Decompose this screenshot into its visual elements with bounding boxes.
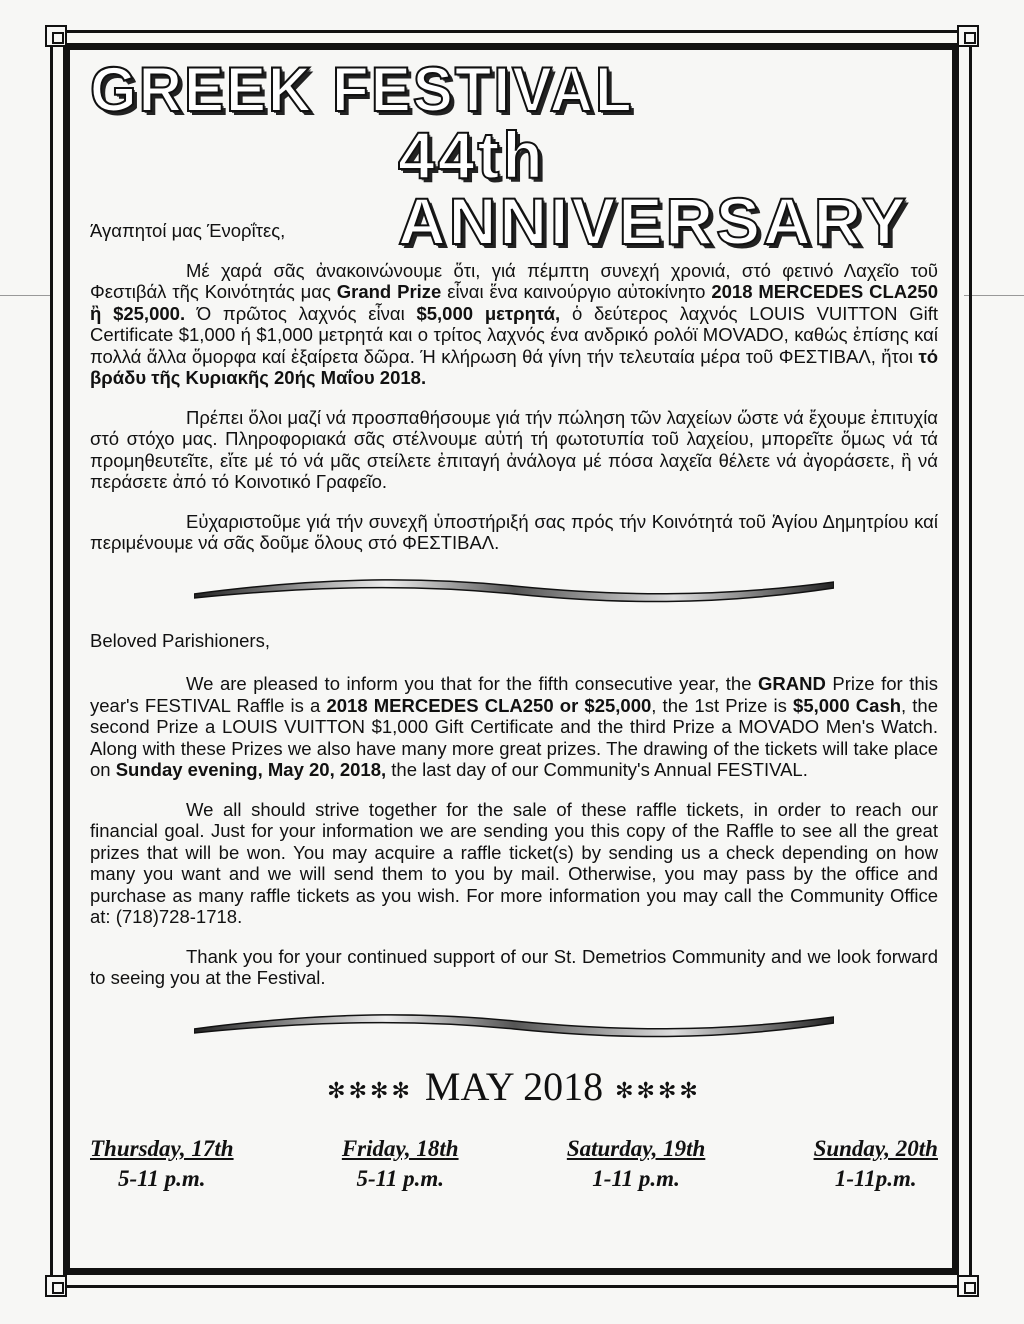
day-hours: 1-11p.m.	[834, 1166, 917, 1192]
ribbon-divider-1	[194, 572, 834, 608]
greek-paragraph-1: Μέ χαρά σᾶς ἀνακοινώνουμε ὅτι, γιά πέμπτη συνεχή χρονιά, στό φετινό Λαχεῖο τοῦ Φεστιβάλ τῆς Κοινότητάς μας Grand Prize εἶναι ἕνα καινούργιο αὐτοκίνητο 2018 MERCEDES CLA250 ἢ $25,000. Ό πρῶτος λαχνός εἶναι $5,000 μετρητά, ὁ δεύτερος λαχνός LOUIS VUITTON Gift Certificate $1,000 ή $1,000 μετρητά και ο τρίτος λαχνός ένα ανδρικό ρολόϊ MOVADO, καθώς ἐπίσης καί πολλά ἄλλα ὅμορφα καί ἐξαίρετα δῶρα. Ή κλήρωση θά γίνη τήν τελευταία μέρα τοῦ ΦΕΣΤΙΒΑΛ, ἤτοι τό βράδυ τῆς Κυριακῆς 20ής Μαΐου 2018.	[90, 259, 938, 388]
month-label: MAY 2018	[424, 1063, 604, 1109]
corner-ornament-bottom-left	[45, 1275, 67, 1297]
english-paragraph-2: We all should strive together for the sale of these raffle tickets, in order to reach our financial goal. Just for your information we are sending you this copy of the Raffle to see all the great prizes that will be won. You may acquire a raffle ticket(s) by sending us a check depending on how many you want and we will send them to you by mail. Otherwise, you may pass by the office and purchase as many raffle tickets as you wish. For more information you may call the Community Office at: (718)728-1718.	[90, 798, 938, 927]
english-paragraph-1: We are pleased to inform you that for the fifth consecutive year, the GRAND Prize for this year's FESTIVAL Raffle is a 2018 MERCEDES CLA250 or $25,000, the 1st Prize is $5,000 Cash, the second Prize a LOUIS VUITTON $1,000 Gift Certificate and the third Prize a MOVADO Men's Watch. Along with these Prizes we also have many more great prizes. The drawing of the tickets will take place on Sunday evening, May 20, 2018, the last day of our Community's Annual FESTIVAL.	[90, 673, 938, 780]
day-hours: 5-11 p.m.	[356, 1166, 444, 1192]
corner-ornament-bottom-right	[957, 1275, 979, 1297]
corner-ornament-top-left	[45, 25, 67, 47]
schedule-day	[567, 1134, 705, 1194]
scan-artifact-right	[964, 295, 1024, 296]
schedule-day	[342, 1134, 459, 1194]
corner-ornament-top-right	[957, 25, 979, 47]
anniversary-subtitle: 44th ANNIVERSARY	[398, 118, 909, 258]
day-hours: 5-11 p.m.	[118, 1166, 206, 1192]
stars-decoration-right: ✻✻✻✻	[615, 1077, 701, 1103]
letter-body	[90, 220, 938, 1194]
schedule-day	[90, 1134, 234, 1194]
scan-artifact-left	[0, 295, 50, 296]
greek-paragraph-3: Εὐχαριστοῦμε γιά τήν συνεχῆ ὑποστήριξή σας πρός τήν Κοινότητά τοῦ Ἁγίου Δημητρίου καί περιμένουμε νά σᾶς δοῦμε ὅλους στό ΦΕΣΤΙΒΑΛ.	[90, 510, 938, 553]
ribbon-divider-2	[194, 1007, 834, 1043]
event-month-heading	[90, 1065, 938, 1113]
english-salutation: Beloved Parishioners,	[90, 629, 270, 651]
event-schedule	[90, 1134, 938, 1194]
english-paragraph-3: Thank you for your continued support of our St. Demetrios Community and we look forward to seeing you at the Festival.	[90, 945, 938, 988]
day-name: Saturday, 19th	[566, 1136, 706, 1162]
day-name: Thursday, 17th	[90, 1136, 234, 1162]
stars-decoration-left: ✻✻✻✻	[327, 1077, 413, 1103]
day-name: Sunday, 20th	[813, 1136, 938, 1162]
schedule-day	[814, 1134, 938, 1194]
greek-paragraph-2: Πρέπει ὅλοι μαζί νά προσπαθήσουμε γιά τήν πώληση τῶν λαχείων ὥστε νά ἔχουμε ἐπιτυχία στό στόχο μας. Πληροφοριακά σᾶς στέλνουμε αὐτή τή φωτοτυπία τοῦ λαχείου, μπορεῖτε ὅμως νά τά προμηθευτεῖτε, εἴτε μέ τό νά μᾶς στείλετε ἐπιταγή ἀνάλογα μέ πόσα λαχεῖα θέλετε νά ἀγοράσετε, ἢ νά περάσετε ἀπό τό Κοινοτικό Γραφεῖο.	[90, 406, 938, 492]
festival-title: GREEK FESTIVAL	[90, 54, 634, 125]
day-hours: 1-11 p.m.	[592, 1166, 680, 1192]
day-name: Friday, 18th	[341, 1136, 459, 1162]
greek-salutation: Άγαπητοί μας Ένορΐτες,	[90, 220, 286, 241]
